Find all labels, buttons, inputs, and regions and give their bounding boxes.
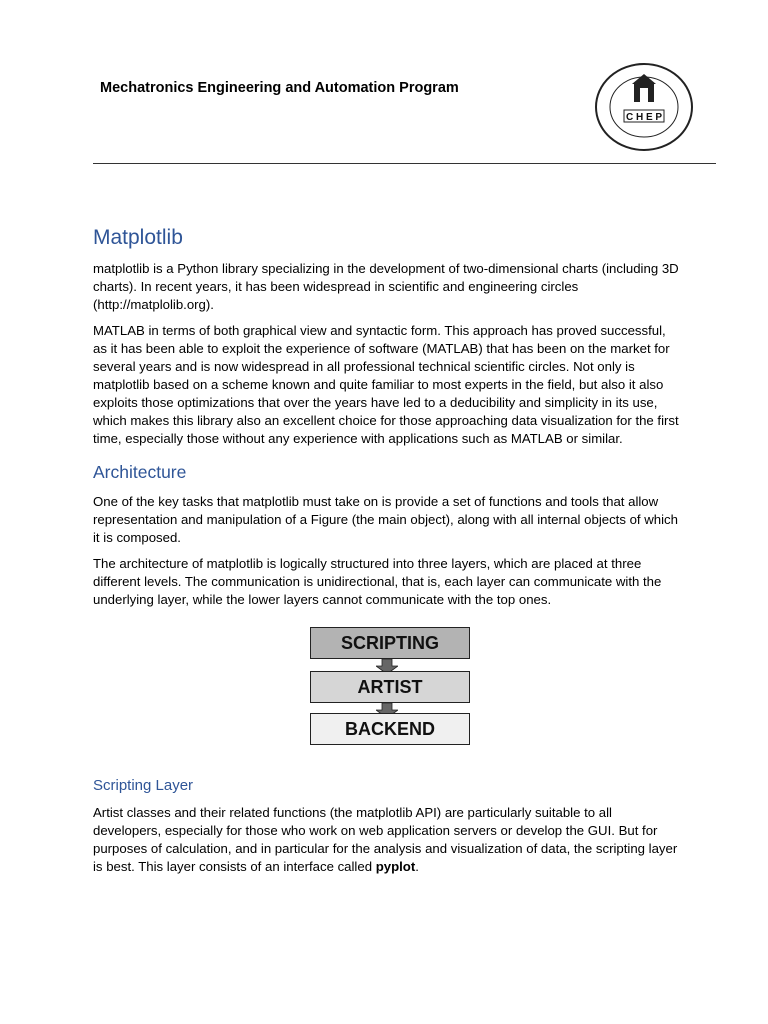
pyplot-term: pyplot (375, 859, 416, 874)
svg-text:C H E P: C H E P (625, 112, 663, 123)
doc-title: Matplotlib (93, 226, 183, 249)
architecture-heading: Architecture (93, 462, 187, 482)
layer-box-artist: ARTIST (310, 671, 470, 703)
scripting-layer-heading: Scripting Layer (93, 777, 194, 794)
scripting-paragraph (93, 804, 683, 876)
layers-diagram (275, 623, 490, 763)
layer-box-backend: BACKEND (310, 713, 470, 745)
document-body (93, 226, 683, 884)
layer-box-scripting: SCRIPTING (310, 627, 470, 659)
program-title: Mechatronics Engineering and Automation Program (100, 80, 459, 96)
scripting-text: Artist classes and their related functions (the matplotlib API) are particularly suitable to all developers, especially for those who work on web application servers or develop the GUI. But for purposes of calculation, and in particular for the analysis and visualization of data, the scripting layer is best. This layer consists of an interface called (93, 805, 678, 874)
scripting-end: . (415, 859, 419, 874)
matlab-paragraph: MATLAB in terms of both graphical view and syntactic form. This approach has proved successful, as it has been able to exploit the experience of software (MATLAB) that has been on the market for several years and is now widespread in all professional technical scientific circles. Not only is matplotlib based on a scheme known and quite familiar to most experts in the field, but also it also exploits those optimizations that over the years have led to a deducibility and simplicity in its use, which makes this library also an excellent choice for those approaching data visualization for the first time, especially those without any experience with applications such as MATLAB or similar. (93, 323, 679, 446)
header-rule (93, 163, 716, 164)
chep-logo (594, 62, 694, 152)
intro-paragraph: matplotlib is a Python library specializing in the development of two-dimensional charts (including 3D charts). In recent years, it has been widespread in scientific and engineering circles (http://matplolib.org). (93, 261, 679, 312)
architecture-paragraph-2: The architecture of matplotlib is logically structured into three layers, which are placed at three different levels. The communication is unidirectional, that is, each layer can communicate with the underlying layer, while the lower layers cannot communicate with the top ones. (93, 556, 662, 607)
architecture-paragraph-1: One of the key tasks that matplotlib must take on is provide a set of functions and tools that allow representation and manipulation of a Figure (the main object), along with all internal objects of which it is composed. (93, 494, 678, 545)
